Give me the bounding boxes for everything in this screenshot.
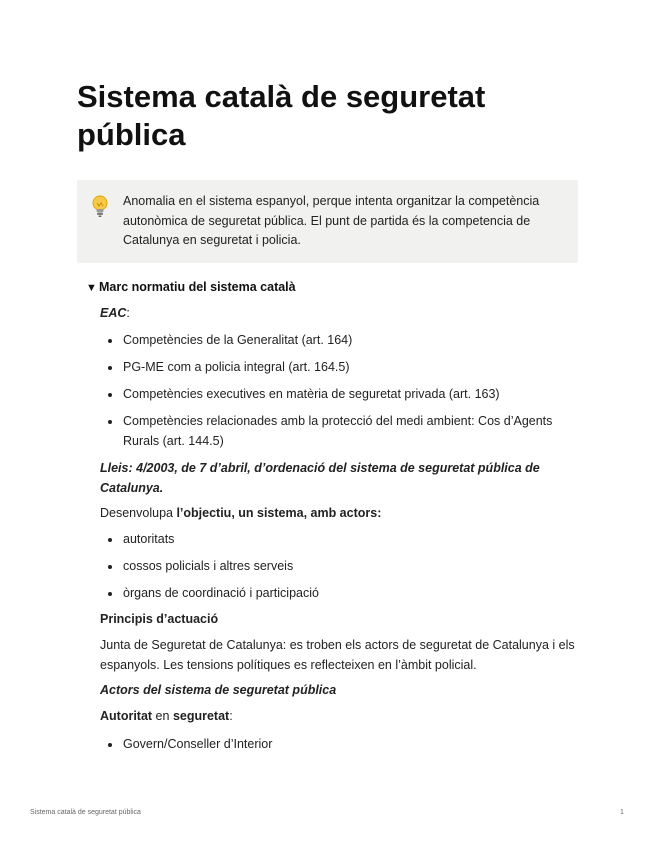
toggle-triangle-icon[interactable]: ▼ xyxy=(86,282,97,294)
list-item: autoritats xyxy=(123,530,575,550)
list-item: Govern/Conseller d’Interior xyxy=(123,735,575,755)
desenvolupa-line: Desenvolupa l’objectiu, un sistema, amb actors: xyxy=(100,506,382,520)
eac-label: EAC xyxy=(100,306,127,320)
lleis-heading: Lleis: 4/2003, de 7 d’abril, d’ordenació del sistema de seguretat pública de Catalunya. xyxy=(100,461,540,495)
actors-heading: Actors del sistema de seguretat pública xyxy=(100,683,337,697)
callout-text: Anomalia en el sistema espanyol, perque intenta organitzar la competència autonòmica de seguretat pública. El punt de partida és la competencia de Catalunya en seguretat i policia. xyxy=(123,194,540,247)
principis-text: Junta de Seguretat de Catalunya: es troben els actors de seguretat de Catalunya i els espanyols. Les tensions polítiques es reflecteixen en l’àmbit policial. xyxy=(100,638,575,672)
autoritat-line: Autoritat en seguretat: xyxy=(100,709,233,723)
list-item: òrgans de coordinació i participació xyxy=(123,584,575,604)
list-item: cossos policials i altres serveis xyxy=(123,557,575,577)
footer-title: Sistema català de seguretat pública xyxy=(30,809,141,816)
list-item: Competències executives en matèria de seguretat privada (art. 163) xyxy=(123,385,575,405)
list-item: PG-ME com a policia integral (art. 164.5) xyxy=(123,358,575,378)
callout-block xyxy=(77,180,578,263)
lightbulb-icon xyxy=(89,194,111,220)
toggle-marc-normatiu[interactable] xyxy=(86,280,296,294)
page-number: 1 xyxy=(620,809,624,816)
list-item: Competències de la Generalitat (art. 164) xyxy=(123,331,575,351)
list-item: Competències relacionades amb la protecció del medi ambient: Cos d’Agents Rurals (art. 144.5) xyxy=(123,412,575,451)
page-title: Sistema català de seguretat pública xyxy=(77,79,486,152)
toggle-summary-label: Marc normatiu del sistema català xyxy=(99,280,296,294)
eac-label-line: EAC: xyxy=(100,306,130,320)
principis-heading: Principis d’actuació xyxy=(100,612,219,626)
